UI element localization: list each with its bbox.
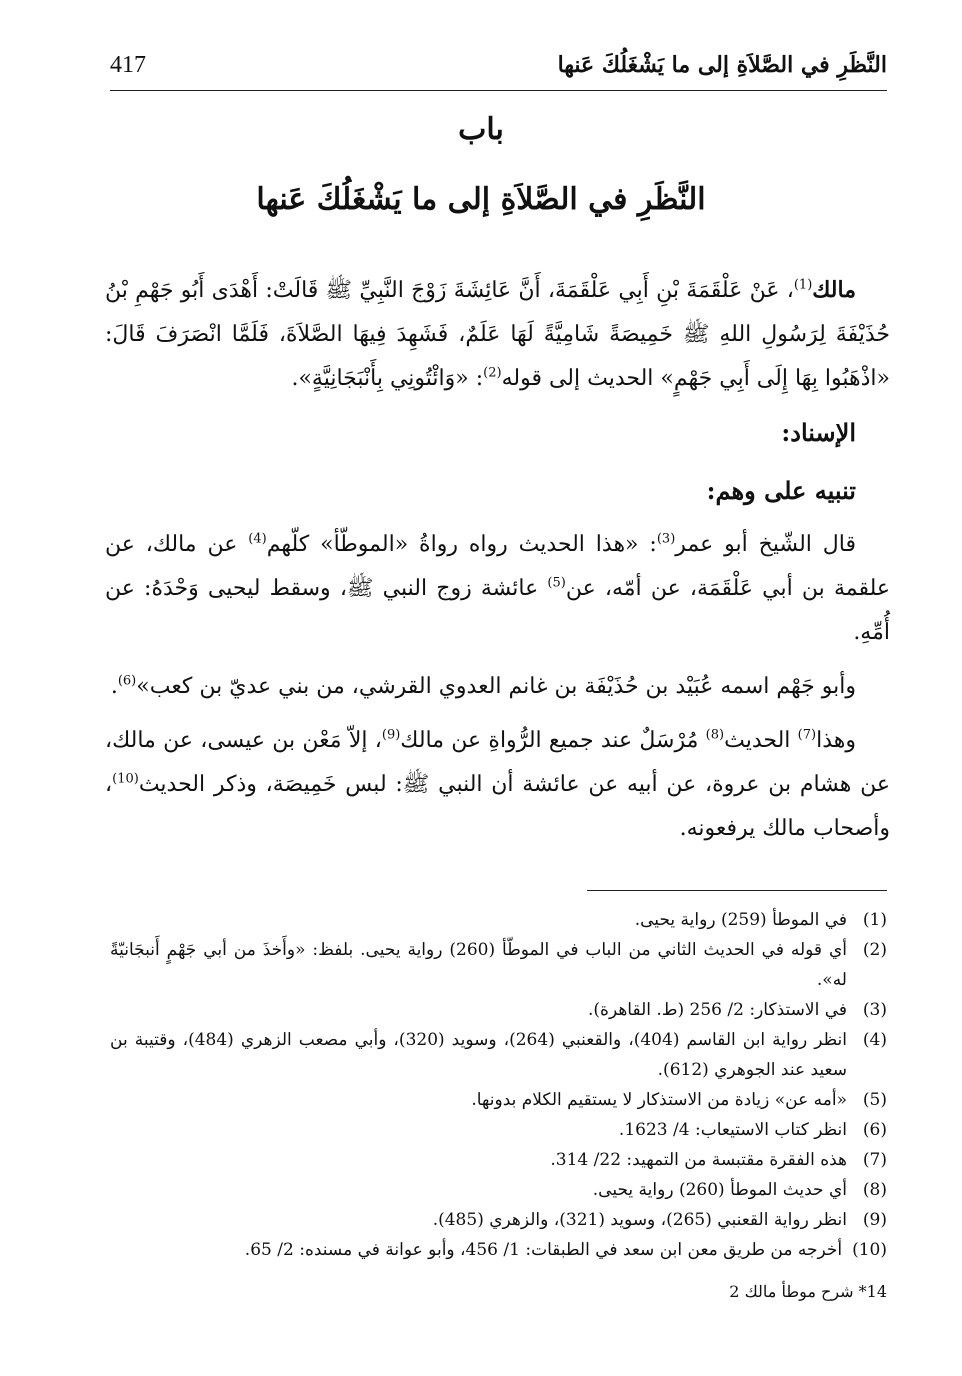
footnote-number: (3): [862, 1000, 887, 1020]
paragraph: [105, 665, 890, 709]
footnote: [110, 1085, 887, 1115]
footnotes: [110, 905, 887, 1265]
footnote-ref: (3): [656, 531, 676, 547]
footnote-ref: (7): [797, 727, 817, 743]
section-heading-tanbih: تنبيه على وهم:: [706, 476, 856, 505]
footnote: [110, 905, 887, 935]
footnote-divider: [587, 890, 887, 891]
text-run: .: [110, 674, 118, 699]
footnote-ref: (8): [705, 727, 725, 743]
footnote: [110, 1175, 887, 1205]
footnote-text: أخرجه من طريق معن ابن سعد في الطبقات: 1/ 456، وأبو عوانة في مسنده: 2/ 65.: [244, 1240, 843, 1260]
footnote-ref: (4): [248, 531, 267, 547]
printer-signature: 14* شرح موطأ مالك 2: [729, 1282, 887, 1301]
footnote-number: (10): [852, 1240, 887, 1260]
text-run: عائشة زوج النبي ﷺ، وسقط ليحيى وَحْدَهُ: عن أُمِّهِ.: [105, 576, 890, 645]
footnote: [110, 1235, 887, 1265]
main-text: [105, 268, 890, 851]
footnote-number: (5): [862, 1090, 887, 1110]
footnote-text: أي حديث الموطأ (260) رواية يحيى.: [592, 1180, 847, 1200]
text-run: ، إلاّ مَعْن بن عيسى، عن مالك، عن هشام بن عروة، عن أبيه عن عائشة أن النبي ﷺ: لبس خَمِيصَة، وذكر الحديث: [105, 728, 890, 797]
text-run: مُرْسَلٌ عند جميع الرُّواةِ عن مالك: [400, 728, 706, 753]
paragraph: [105, 523, 890, 655]
footnote-number: (4): [862, 1030, 887, 1050]
footnote-text: انظر كتاب الاستيعاب: 4/ 1623.: [618, 1120, 847, 1140]
text-run: وهذا: [816, 728, 856, 753]
footnote-ref: (6): [117, 673, 137, 689]
footnote: [110, 1205, 887, 1235]
footnote-number: (1): [862, 910, 887, 930]
footnote: [110, 1115, 887, 1145]
text-run: الحديث: [724, 728, 798, 753]
footnote-text: هذه الفقرة مقتبسة من التمهيد: 22/ 314.: [550, 1150, 847, 1170]
footnote-text: «أمه عن» زيادة من الاستذكار لا يستقيم الكلام بدونها.: [471, 1090, 847, 1110]
footnote-text: انظر رواية ابن القاسم (404)، والقعنبي (264)، وسويد (320)، وأبي مصعب الزهري (484)، وقتيبة بن سعيد عند الجوهري (612).: [110, 1030, 847, 1080]
section-heading-isnad: الإسناد:: [781, 418, 856, 447]
footnote: [110, 935, 887, 995]
footnote-text: أي قوله في الحديث الثاني من الباب في الموطّأ (260) رواية يحيى. بلفظ: «وأَخذَ من أبي جَهْمٍ أَنبجَانيّةً له».: [110, 940, 848, 990]
chapter-label: باب: [458, 112, 504, 147]
footnote: [110, 1145, 887, 1175]
running-header: [110, 40, 887, 91]
text-run: : «هذا الحديث رواه رواةُ «الموطّأ» كلّهم: [266, 532, 657, 557]
text-run: قال الشّيخ أبو عمر: [675, 532, 857, 557]
footnote-number: (6): [862, 1120, 887, 1140]
footnote: [110, 995, 887, 1025]
footnote-number: (2): [862, 940, 887, 960]
text-run: عن مالك، عن علقمة بن أبي عَلْقَمَة، عن أمّه، عن: [105, 532, 891, 601]
footnote-number: (9): [862, 1210, 887, 1230]
hadith-narrator: مالك: [812, 277, 856, 303]
paragraph: [105, 719, 890, 851]
footnote-text: في الاستذكار: 2/ 256 (ط. القاهرة).: [588, 1000, 847, 1020]
footnote-ref: (10): [112, 771, 139, 787]
chapter-title: النَّظَرِ في الصَّلاَةِ إلى ما يَشْغَلُكَ عَنها: [256, 182, 706, 217]
footnote-number: (8): [862, 1180, 887, 1200]
text-run: ، وأصحاب مالك يرفعونه.: [105, 772, 890, 841]
hadith-text: ، عَنْ عَلْقَمَةَ بْنِ أَبِي عَلْقَمَةَ، أَنَّ عَائِشَةَ زَوْجَ النَّبِيِّ ﷺ قَالَتْ: أَهْدَى أَبُو جَهْمِ بْنُ حُذَيْفَةَ لِرَسُولِ اللهِ ﷺ خَمِيصَةً شَامِيَّةً لَهَا عَلَمٌ، فَشَهِدَ فِيهَا الصَّلاَةَ، فَلَمَّا انْصَرَفَ قَالَ: «اذْهَبُوا بِهَا إِلَى أَبِي جَهْمٍ» الحديث إلى قوله: [105, 278, 890, 391]
footnote: [110, 1025, 887, 1085]
page-number: 417: [110, 51, 146, 78]
footnote-ref: (2): [483, 365, 502, 381]
footnote-text: انظر رواية القعنبي (265)، وسويد (321)، والزهري (485).: [432, 1210, 847, 1230]
text-run: وأبو جَهْم اسمه عُبَيْد بن حُذَيْفَة بن غانم العدوي القرشي، من بني عديّ بن كعب»: [136, 674, 856, 699]
hadith-text-end: : «وَائْتُونِي بِأَنْبَجَانِيَّةٍ».: [291, 366, 484, 391]
footnote-ref: (9): [381, 727, 401, 743]
footnote-ref: (1): [793, 277, 813, 293]
footnote-number: (7): [862, 1150, 887, 1170]
hadith-paragraph: [105, 268, 890, 401]
footnote-ref: (5): [547, 575, 566, 591]
footnote-text: في الموطأ (259) رواية يحيى.: [634, 910, 847, 930]
running-title: النَّظَرِ في الصَّلاَةِ إلى ما يَشْغَلُكَ عَنها: [557, 52, 887, 78]
